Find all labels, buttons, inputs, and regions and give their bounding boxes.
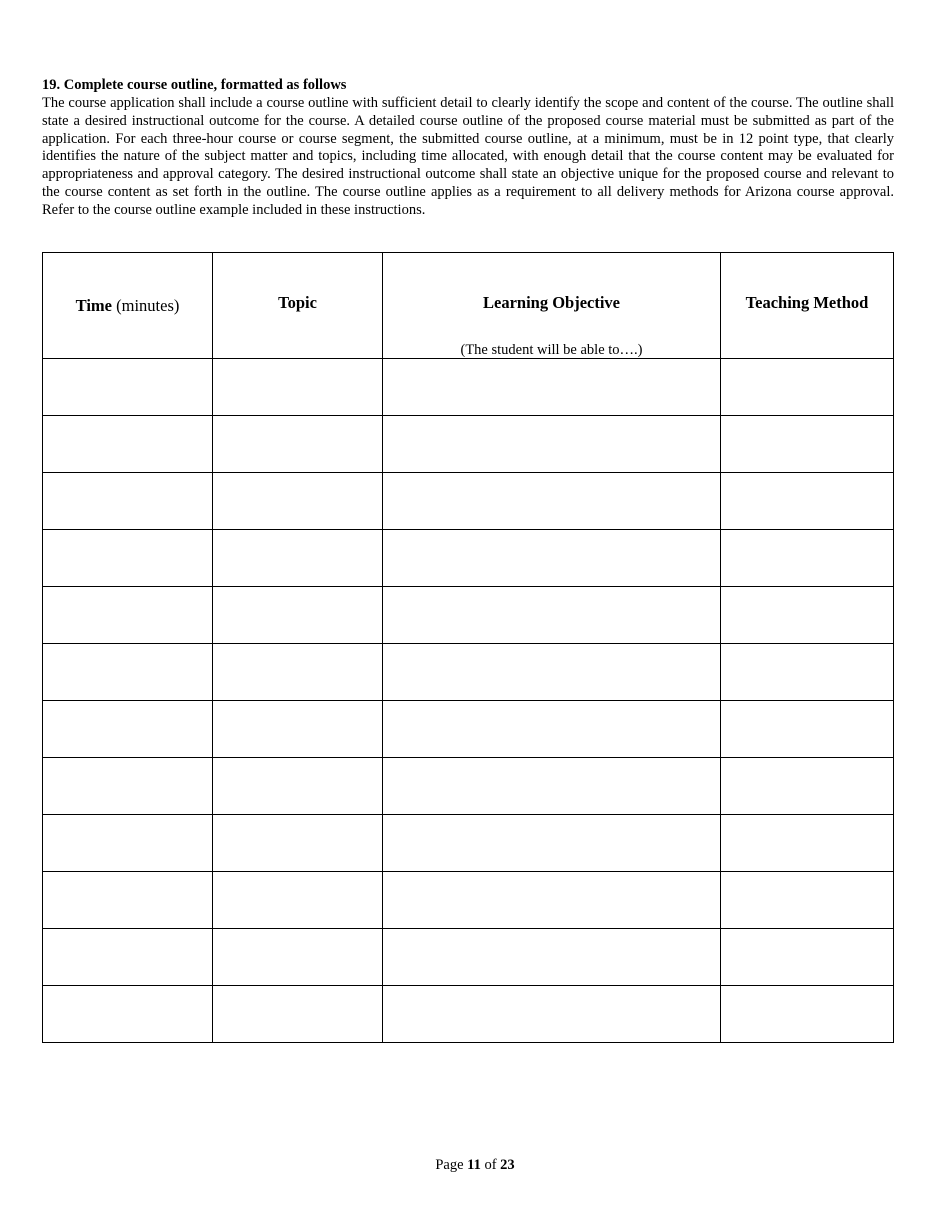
table-row bbox=[43, 929, 894, 986]
cell-time[interactable] bbox=[43, 644, 213, 701]
cell-topic[interactable] bbox=[213, 701, 383, 758]
table-row bbox=[43, 530, 894, 587]
footer-middle: of bbox=[480, 1157, 501, 1173]
header-time-label: Time bbox=[75, 296, 112, 315]
table-row bbox=[43, 473, 894, 530]
cell-objective[interactable] bbox=[383, 530, 721, 587]
header-teaching-method bbox=[721, 253, 894, 359]
cell-topic[interactable] bbox=[213, 359, 383, 416]
cell-method[interactable] bbox=[721, 929, 894, 986]
table-row bbox=[43, 359, 894, 416]
cell-method[interactable] bbox=[721, 758, 894, 815]
cell-time[interactable] bbox=[43, 416, 213, 473]
course-outline-table bbox=[42, 252, 894, 1043]
cell-time[interactable] bbox=[43, 701, 213, 758]
header-objective-note: (The student will be able to….) bbox=[460, 342, 643, 358]
header-time-unit: (minutes) bbox=[112, 296, 180, 315]
cell-objective[interactable] bbox=[383, 416, 721, 473]
cell-method[interactable] bbox=[721, 986, 894, 1043]
header-topic bbox=[213, 253, 383, 359]
section-body: The course application shall include a course outline with sufficient detail to clearly identify the scope and content of the course. The outline shall state a desired instructional outcome for the course. A detailed course outline of the proposed course material must be submitted as part of the application. For each three-hour course or course segment, the submitted course outline, at a minimum, must be in 12 point type, that clearly identifies the nature of the subject matter and topics, including time allocated, with enough detail that the course content may be evaluated for appropriateness and approval category. The desired instructional outcome shall state an objective unique for the proposed course and relevant to the course content as set forth in the outline. The course outline applies as a requirement to all delivery methods for Arizona course approval. Refer to the course outline example included in these instructions. bbox=[42, 95, 894, 218]
cell-topic[interactable] bbox=[213, 758, 383, 815]
cell-method[interactable] bbox=[721, 644, 894, 701]
header-time bbox=[43, 253, 213, 359]
cell-topic[interactable] bbox=[213, 872, 383, 929]
cell-method[interactable] bbox=[721, 701, 894, 758]
cell-objective[interactable] bbox=[383, 473, 721, 530]
cell-topic[interactable] bbox=[213, 929, 383, 986]
table-row bbox=[43, 416, 894, 473]
cell-time[interactable] bbox=[43, 872, 213, 929]
cell-topic[interactable] bbox=[213, 986, 383, 1043]
cell-objective[interactable] bbox=[383, 644, 721, 701]
cell-objective[interactable] bbox=[383, 359, 721, 416]
cell-objective[interactable] bbox=[383, 815, 721, 872]
cell-method[interactable] bbox=[721, 815, 894, 872]
cell-topic[interactable] bbox=[213, 644, 383, 701]
cell-objective[interactable] bbox=[383, 929, 721, 986]
cell-time[interactable] bbox=[43, 815, 213, 872]
cell-objective[interactable] bbox=[383, 587, 721, 644]
table-row bbox=[43, 815, 894, 872]
cell-topic[interactable] bbox=[213, 815, 383, 872]
cell-time[interactable] bbox=[43, 986, 213, 1043]
section-heading: 19. Complete course outline, formatted as follows bbox=[42, 77, 347, 93]
cell-method[interactable] bbox=[721, 530, 894, 587]
cell-objective[interactable] bbox=[383, 986, 721, 1043]
cell-objective[interactable] bbox=[383, 758, 721, 815]
table-row bbox=[43, 701, 894, 758]
footer-prefix: Page bbox=[435, 1157, 468, 1173]
cell-topic[interactable] bbox=[213, 587, 383, 644]
cell-topic[interactable] bbox=[213, 416, 383, 473]
cell-method[interactable] bbox=[721, 473, 894, 530]
page-footer bbox=[0, 1157, 950, 1174]
cell-method[interactable] bbox=[721, 416, 894, 473]
cell-time[interactable] bbox=[43, 758, 213, 815]
footer-current-page: 11 bbox=[467, 1157, 481, 1173]
document-page bbox=[42, 76, 894, 220]
cell-time[interactable] bbox=[43, 929, 213, 986]
header-topic-label: Topic bbox=[278, 293, 317, 312]
table-row bbox=[43, 986, 894, 1043]
table-row bbox=[43, 872, 894, 929]
table-row bbox=[43, 644, 894, 701]
table-body bbox=[43, 359, 894, 1043]
cell-topic[interactable] bbox=[213, 530, 383, 587]
table-row bbox=[43, 587, 894, 644]
cell-objective[interactable] bbox=[383, 701, 721, 758]
header-method-label: Teaching Method bbox=[745, 293, 869, 312]
footer-total-pages: 23 bbox=[500, 1157, 515, 1173]
cell-method[interactable] bbox=[721, 872, 894, 929]
cell-method[interactable] bbox=[721, 359, 894, 416]
cell-topic[interactable] bbox=[213, 473, 383, 530]
cell-time[interactable] bbox=[43, 473, 213, 530]
cell-method[interactable] bbox=[721, 587, 894, 644]
cell-time[interactable] bbox=[43, 587, 213, 644]
header-learning-objective bbox=[383, 253, 721, 359]
cell-objective[interactable] bbox=[383, 872, 721, 929]
table-row bbox=[43, 758, 894, 815]
header-objective-label: Learning Objective bbox=[482, 293, 621, 312]
cell-time[interactable] bbox=[43, 359, 213, 416]
cell-time[interactable] bbox=[43, 530, 213, 587]
table-header-row bbox=[43, 253, 894, 359]
